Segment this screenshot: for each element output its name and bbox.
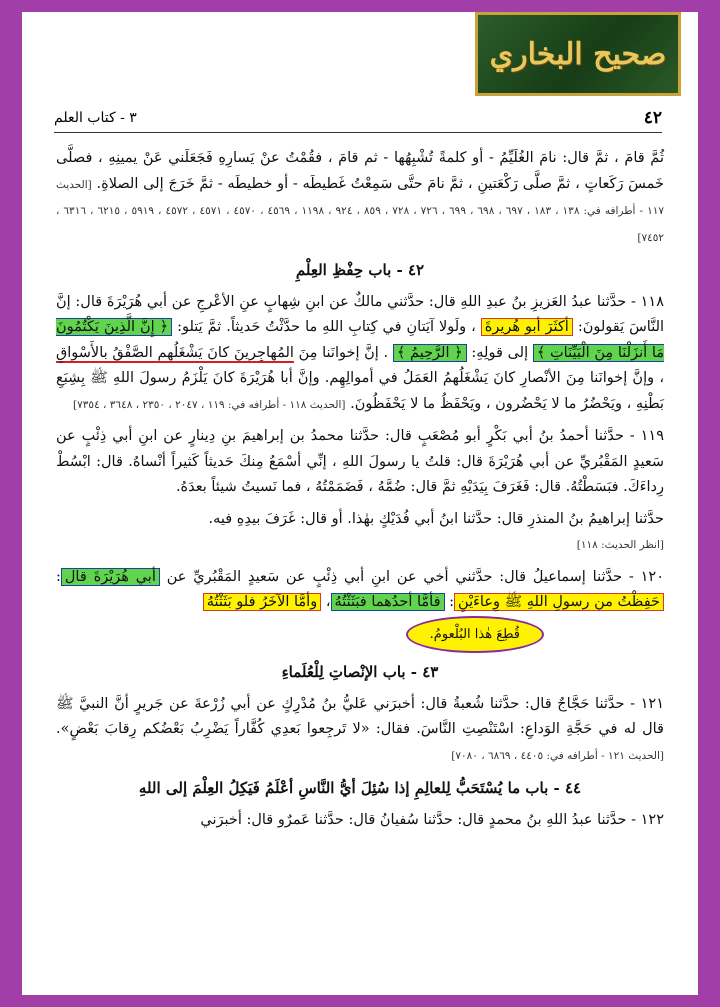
hadith-117-note: [الحديث ١١٧ - أطرافه في: ١٣٨ ، ١٨٣ ، ٦٩٧ ، ٦٩٨ ، ٦٩٩ ، ٧٢٦ ، ٧٢٨ ، ٨٥٩ ، ٩٢٤ ، ١١٩٨ ، ٤٥٦٩ ، ٤٥٧٠ ، ٤٥٧١ ، ٤٥٧٢ ، ٥٩١٩ ، ٦٢١٥ ، ٦٣١٦ ، ٧٤٥٢] (56, 178, 664, 244)
hadith-118-text-2: ، ولَولا آيَتانِ في كِتابِ اللهِ ما حدَّثْتُ حَديثاً. ثمَّ يَتلو: (177, 319, 476, 335)
hadith-119-chain (56, 507, 664, 559)
highlight-aktharu: أكثَرَ أبو هُريرةَ (481, 318, 573, 336)
section-43-title: ٤٣ - باب الإنْصاتِ لِلْعُلَماءِ (281, 663, 439, 681)
section-42-title: ٤٢ - باب حِفْظِ العِلْمِ (295, 261, 425, 279)
chapter-title: ٣ - كتاب العلم (54, 110, 137, 126)
hadith-120-text-4: ، (325, 594, 331, 610)
hadith-117-end (56, 146, 664, 251)
hadith-117-text: ثُمَّ قامَ ، ثمَّ قال: نامَ الغُلَيِّمُ - أو كلمةً تُشْبِهُها - ثم قامَ ، فقُمْتُ عنْ يَسارِهِ فَجَعَلَني عَنْ يمينِهِ ، فصلَّى خَمسَ رَكَعاتٍ ، ثمَّ صلَّى رَكْعَتينِ ، ثمَّ نامَ حتَّى سَمِعْتُ غَطيطَه - أو خطيطَه - ثمَّ خَرَجَ إلى الصلاةِ. (56, 150, 664, 192)
hadith-122 (56, 808, 664, 834)
hadith-121-text: ١٢١ - حدَّثنا حَجَّاجٌ قال: حدَّثنا شُعبةُ قال: أخبرَني عَليُّ بنُ مُدْرِكٍ عن أبي زُرْعةَ عن جَريرٍ أنَّ النبيَّ ﷺ قال له في حَجَّةِ الوَداعِ: اسْتَنْصِتِ النَّاسَ. فقال: «لا تَرجِعوا بَعدِي كُفَّاراً يَضْرِبُ بَعْضُكم رِقابَ بَعْضٍ». (56, 695, 664, 737)
page-frame (22, 12, 698, 995)
page-header (54, 102, 662, 133)
hadith-118 (56, 290, 664, 419)
highlight-rahim: ﴿ الرَّحِيمُ ﴾ (393, 344, 467, 362)
hadith-122-text: ١٢٢ - حدَّثنا عبدُ اللهِ بنُ محمدٍ قال: حدَّثنا سُفيانُ قال: حدَّثنا عَمرٌو قال: أخبرَني (200, 811, 664, 828)
underline-muhajirin: المُهاجِرينَ كانَ يَشْغَلُهم الصَّفْقُ بالأَسْواقِ (56, 344, 294, 361)
book-logo (475, 12, 681, 96)
hadith-119 (56, 424, 664, 501)
hadith-120-text-2: : (56, 568, 61, 585)
hadith-120-text-1: ١٢٠ - حدَّثنا إسماعيلُ قال: حدَّثني أخي عن ابنِ أبي ذِئْبٍ عن سَعيدٍ المَقْبُريِّ عن (166, 568, 665, 585)
section-44-title: ٤٤ - باب ما يُسْتَحَبُّ لِلعالِمِ إذا سُئِلَ أيُّ النَّاسِ أعْلَمُ فَيَكِلُ العِلْمَ إلى اللهِ (138, 779, 582, 797)
hadith-121-note: [الحديث ١٢١ - أطرافه في: ٤٤٠٥ ، ٦٨٦٩ ، ٧٠٨٠] (451, 749, 664, 762)
book-logo-text: صحيح البخاري (489, 36, 667, 72)
highlight-abu-hurayra: أبي هُرَيْرَةَ قال (61, 568, 160, 586)
hadith-118-text-1: ١١٨ - حدَّثنا عبدُ العَزيزِ بنُ عبدِ اللهِ قال: حدَّثني مالكٌ عن ابنِ شِهابٍ عنِ الأعْرجِ عن أبي هُرَيْرَةَ قال: إنَّ النَّاسَ يَقولونَ: (56, 293, 665, 335)
hadith-120-text-3: : (449, 594, 455, 610)
highlight-two-vessels: حَفِظْتُ من رسولِ اللهِ ﷺ وِعاءَيْنِ (454, 593, 664, 611)
hadith-118-note: [الحديث ١١٨ - أطرافه في: ١١٩ ، ٢٠٤٧ ، ٢٣٥٠ ، ٣٦٤٨ ، ٧٣٥٤] (73, 398, 346, 411)
page-number: ٤٢ (643, 108, 662, 128)
highlight-verse: ﴿ إِنَّ الَّذِينَ يَكْتُمُونَ مَا أَنزَلْنَا مِنَ الْبَيِّنَاتِ ﴾ (56, 319, 665, 361)
hadith-118-text-5: ، وإنَّ إخوانَنا مِنَ الأنْصارِ كانَ يَشْغَلُهمُ العَمَلُ في أموالِهِم. وإنَّ أبا هُرَيْرَةَ كانَ يَلْزَمُ رسولَ اللهِ ﷺ بِشِبَعِ بَطْنِهِ ، ويَحْضُرُ ما لا يَحْضُرون ، ويَحْفَظُ ما لا يَحْفَظُونَ. (56, 370, 664, 412)
hadith-120 (56, 565, 664, 654)
hadith-119b-text: حدَّثنا إبراهيمُ بنُ المنذرِ قال: حدَّثنا ابنُ أبي فُدَيْكٍ بهٰذا. أو قال: غَرَفَ بيدِهِ فيه. (208, 510, 664, 527)
highlight-other: وأمَّا الآخَرُ فلو بَثَثْتُهُ (203, 593, 321, 611)
highlight-one-spread: فأمَّا أحدُهما فبَثَثْتُهُ (331, 593, 445, 611)
hadith-121 (56, 692, 664, 770)
hadith-119b-note: [انظر الحديث: ١١٨] (576, 539, 664, 551)
hadith-118-text-3: إلى قولِهِ: (471, 344, 529, 361)
hadith-118-text-4: . إنَّ إخوانَنا مِنَ (298, 344, 389, 361)
hadith-119-text: ١١٩ - حدَّثنا أحمدُ بنُ أبي بَكْرٍ أبو مُصْعَبٍ قال: حدَّثنا محمدُ بن إبراهيمَ بنِ دِينارٍ عن ابنِ أبي ذِئْبٍ عن سَعيدٍ المَقْبُريِّ عن أبي هُرَيْرَةَ قال: قلتُ يا رسولَ اللهِ ، إنِّي أسْمَعُ مِنكَ حَديثاً كَثيراً أنْساهُ. قال: ابْسُطْ رِداءَكَ. فبَسَطْتُهُ. قال: فَغَرَفَ بِيَدَيْهِ ثمَّ قال: ضُمَّهُ ، فَضَمَمْتُهُ ، فما نَسيتُ شيئاً بعدَهُ. (56, 428, 664, 495)
oval-throat-note: قُطِعَ هٰذا البُلْعومُ. (406, 616, 544, 654)
page-body (56, 146, 664, 833)
